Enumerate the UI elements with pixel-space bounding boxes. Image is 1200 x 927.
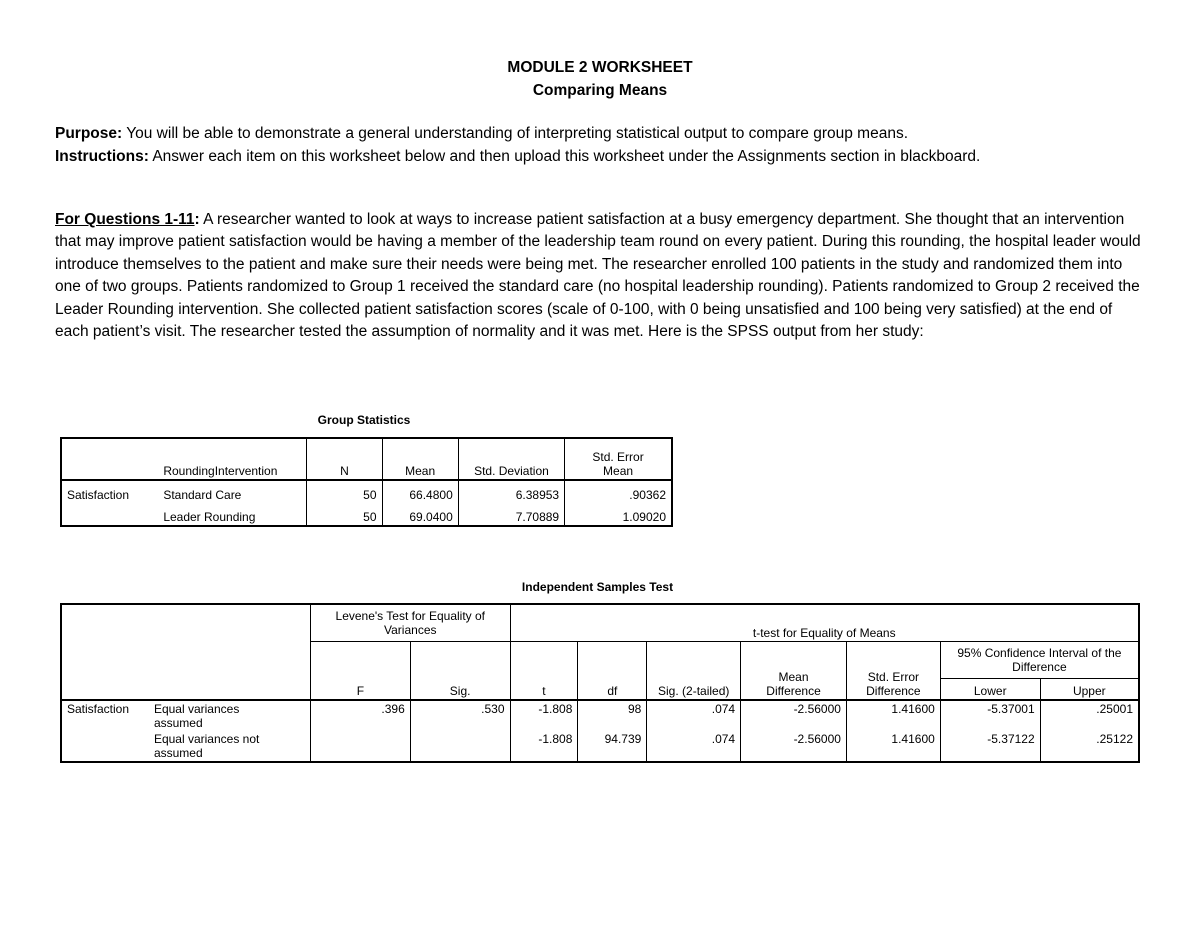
worksheet-title: MODULE 2 WORKSHEET [507,59,693,76]
table-row [61,503,672,526]
purpose-label: Purpose: [55,125,123,142]
upper-cell: .25122 [1096,732,1133,746]
col-sig2: Sig. (2-tailed) [647,642,741,701]
header-n: N [307,438,382,480]
purpose-text: You will be able to demonstrate a general understanding of interpreting statistical output to compare group means. [122,125,909,142]
sig-cell: .530 [410,700,510,731]
row-label [149,731,311,762]
questions-paragraph [55,209,1150,343]
n-cell: 50 [307,480,382,503]
row-label-line2: assumed [153,716,203,730]
md-cell: -2.56000 [741,731,847,762]
md-cell: -2.56000 [741,700,847,731]
col-t: t [510,642,578,701]
header-sd: Std. Deviation [458,438,564,480]
group-stats-title: Group Statistics [317,413,411,427]
df-cell: 98 [578,700,647,731]
f-cell [311,731,411,762]
upper-cell: .25001 [1096,702,1133,716]
header-mean: Mean [382,438,458,480]
se-cell: 1.09020 [622,510,666,524]
col-f: F [311,642,411,701]
header-se-line1: Std. Error [592,450,644,464]
sd-cell: 6.38953 [458,480,564,503]
col-md-line2: Difference [766,684,821,698]
table-row [61,480,672,503]
group-stats-table [60,437,673,527]
row-label [149,700,311,731]
levene-header: Levene's Test for Equality of Variances [311,604,510,642]
group-cell: Standard Care [158,480,306,503]
purpose-block [55,122,1155,168]
sd-cell: 7.70889 [458,503,564,526]
group-cell: Leader Rounding [158,503,306,526]
n-cell: 50 [307,503,382,526]
sed-cell: 1.41600 [846,731,940,762]
t-cell: -1.808 [510,700,578,731]
ind-samples-table [60,603,1140,763]
col-sig: Sig. [410,642,510,701]
mean-cell: 66.4800 [382,480,458,503]
table-row [61,731,1139,762]
ci-header: 95% Confidence Interval of the Difference [940,642,1139,679]
group-stats-header-row [61,438,672,480]
col-sed-line2: Difference [866,684,921,698]
col-upper: Upper [1040,679,1139,701]
sed-cell: 1.41600 [846,700,940,731]
questions-label: For Questions 1-11 [55,211,195,228]
questions-colon: : [194,211,200,228]
questions-text: A researcher wanted to look at ways to increase patient satisfaction at a busy emergency department. She thought that an intervention that may improve patient satisfaction would be having a member of the leadership team round on every patient. During this rounding, the hospital leader would introduce themselves to the patient and make sure their needs were being met. The researcher enrolled 100 patients in the study and randomized them into one of two groups. Patients randomized to Group 1 received the standard care (no hospital leadership rounding). Patients randomized to Group 2 received the Leader Rounding intervention. She collected patient satisfaction scores (scale of 0-100, with 0 being unsatisfied and 100 being very satisfied) at the end of each patient’s visit. The researcher tested the assumption of normality and it was met. Here is the SPSS output from her study: [55,211,1141,341]
f-cell: .396 [311,700,411,731]
df-cell: 94.739 [578,731,647,762]
sig2-cell: .074 [647,731,741,762]
col-se-diff [846,642,940,701]
se-cell: .90362 [629,488,666,502]
variable-label: Satisfaction [67,702,130,716]
col-lower: Lower [940,679,1040,701]
row-label-line1: Equal variances not [153,732,260,746]
row-label-line2: assumed [153,746,203,760]
col-sed-line1: Std. Error [867,670,920,684]
variable-label: Satisfaction [67,488,130,502]
purpose-line [55,122,1155,145]
lower-cell: -5.37001 [940,700,1040,731]
col-md-line1: Mean [778,670,809,684]
instructions-line [55,145,1155,168]
header-se [565,438,672,480]
lower-cell: -5.37122 [940,731,1040,762]
col-mean-diff [741,642,847,701]
worksheet-header [0,56,1200,102]
table-row [61,700,1139,731]
instructions-text: Answer each item on this worksheet below and then upload this worksheet under the Assignments section in blackboard. [148,148,981,165]
sig-cell [410,731,510,762]
worksheet-subtitle: Comparing Means [532,82,668,99]
ind-samples-title: Independent Samples Test [521,580,674,594]
t-cell: -1.808 [510,731,578,762]
header-se-line2: Mean [603,464,634,478]
header-group: RoundingIntervention [158,438,306,480]
ttest-header: t-test for Equality of Means [510,604,1139,642]
ind-header-row-1 [61,604,1139,642]
row-label-line1: Equal variances [153,702,240,716]
instructions-label: Instructions: [55,148,149,165]
mean-cell: 69.0400 [382,503,458,526]
sig2-cell: .074 [647,700,741,731]
col-df: df [578,642,647,701]
